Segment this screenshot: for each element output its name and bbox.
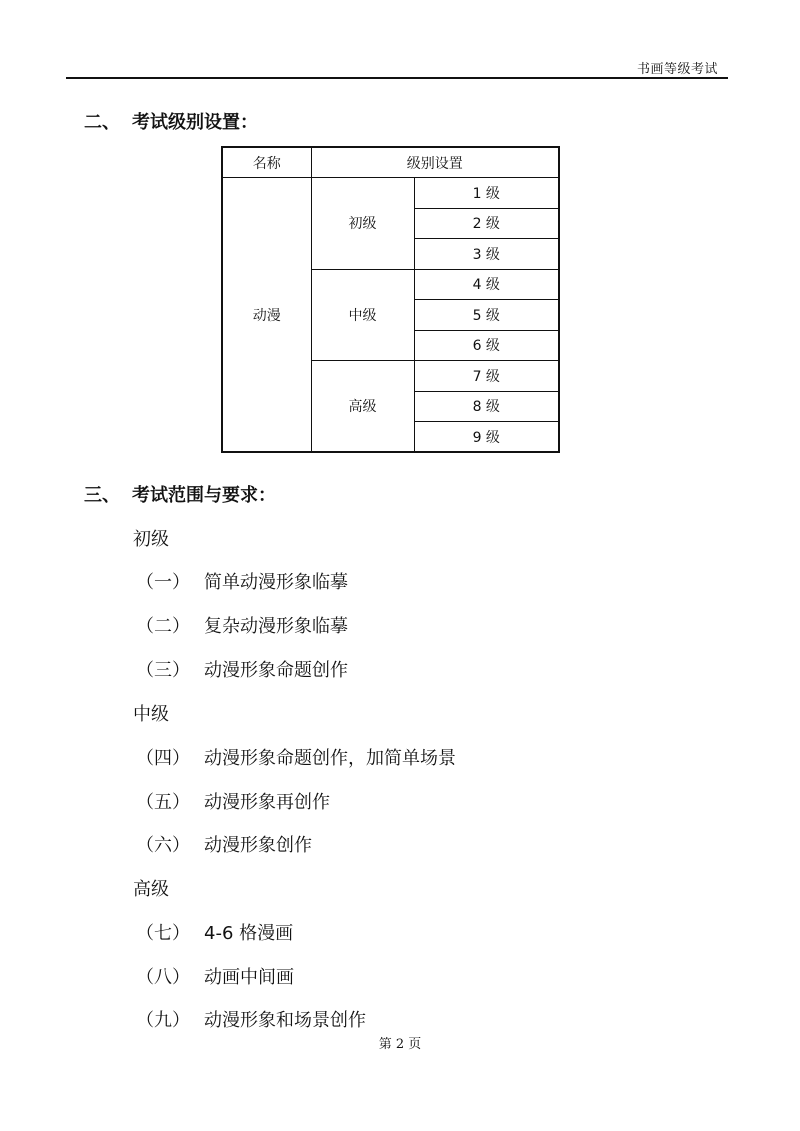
section-heading-scope [84, 481, 276, 507]
subject-cell: 动漫 [222, 178, 311, 453]
level-cell: 7 级 [414, 361, 559, 392]
level-cell: 8 级 [414, 391, 559, 422]
section-number: 二、 [84, 112, 120, 133]
group-cell: 初级 [311, 178, 414, 270]
list-item [136, 744, 456, 770]
level-cell: 6 级 [414, 330, 559, 361]
page-number: 第 2 页 [378, 1037, 422, 1052]
section-heading-levels [84, 108, 258, 134]
level-cell: 3 级 [414, 239, 559, 270]
item-text: 动画中间画 [204, 967, 294, 988]
item-number: （四） [136, 748, 190, 769]
list-item [136, 1006, 366, 1032]
table-header-row [222, 147, 559, 178]
item-text: 动漫形象命题创作 [204, 660, 348, 681]
item-text: 动漫形象再创作 [204, 792, 330, 813]
list-item [136, 612, 348, 638]
section-number: 三、 [84, 485, 120, 506]
item-number: （七） [136, 923, 190, 944]
level-heading: 初级 [133, 529, 169, 550]
list-item [136, 919, 293, 945]
level-cell: 2 级 [414, 208, 559, 239]
section-title: 考试级别设置： [132, 112, 258, 133]
item-text: 简单动漫形象临摹 [204, 572, 348, 593]
list-item [136, 831, 312, 857]
group-cell: 中级 [311, 269, 414, 361]
section-title: 考试范围与要求： [132, 485, 276, 506]
item-number: （三） [136, 660, 190, 681]
list-item [136, 656, 348, 682]
item-number: （二） [136, 616, 190, 637]
level-cell: 5 级 [414, 300, 559, 331]
item-text: 复杂动漫形象临摹 [204, 616, 348, 637]
item-number: （九） [136, 1010, 190, 1031]
item-number: （六） [136, 835, 190, 856]
item-number: （五） [136, 792, 190, 813]
table-header-name: 名称 [222, 147, 311, 178]
group-cell: 高级 [311, 361, 414, 453]
list-item [136, 788, 330, 814]
list-item [136, 568, 348, 594]
item-text: 动漫形象命题创作，加简单场景 [204, 748, 456, 769]
table-header-levels: 级别设置 [311, 147, 559, 178]
item-number: （一） [136, 572, 190, 593]
level-table [221, 146, 560, 453]
level-cell: 4 级 [414, 269, 559, 300]
level-heading: 中级 [133, 704, 169, 725]
item-number: （八） [136, 967, 190, 988]
list-item [136, 963, 294, 989]
running-header: 书画等级考试 [636, 62, 718, 77]
item-text: 动漫形象创作 [204, 835, 312, 856]
level-cell: 1 级 [414, 178, 559, 209]
item-text: 动漫形象和场景创作 [204, 1010, 366, 1031]
table-row [222, 178, 559, 209]
level-cell: 9 级 [414, 422, 559, 453]
header-rule [66, 77, 728, 79]
level-heading: 高级 [133, 879, 169, 900]
item-text: 4-6 格漫画 [204, 923, 294, 944]
